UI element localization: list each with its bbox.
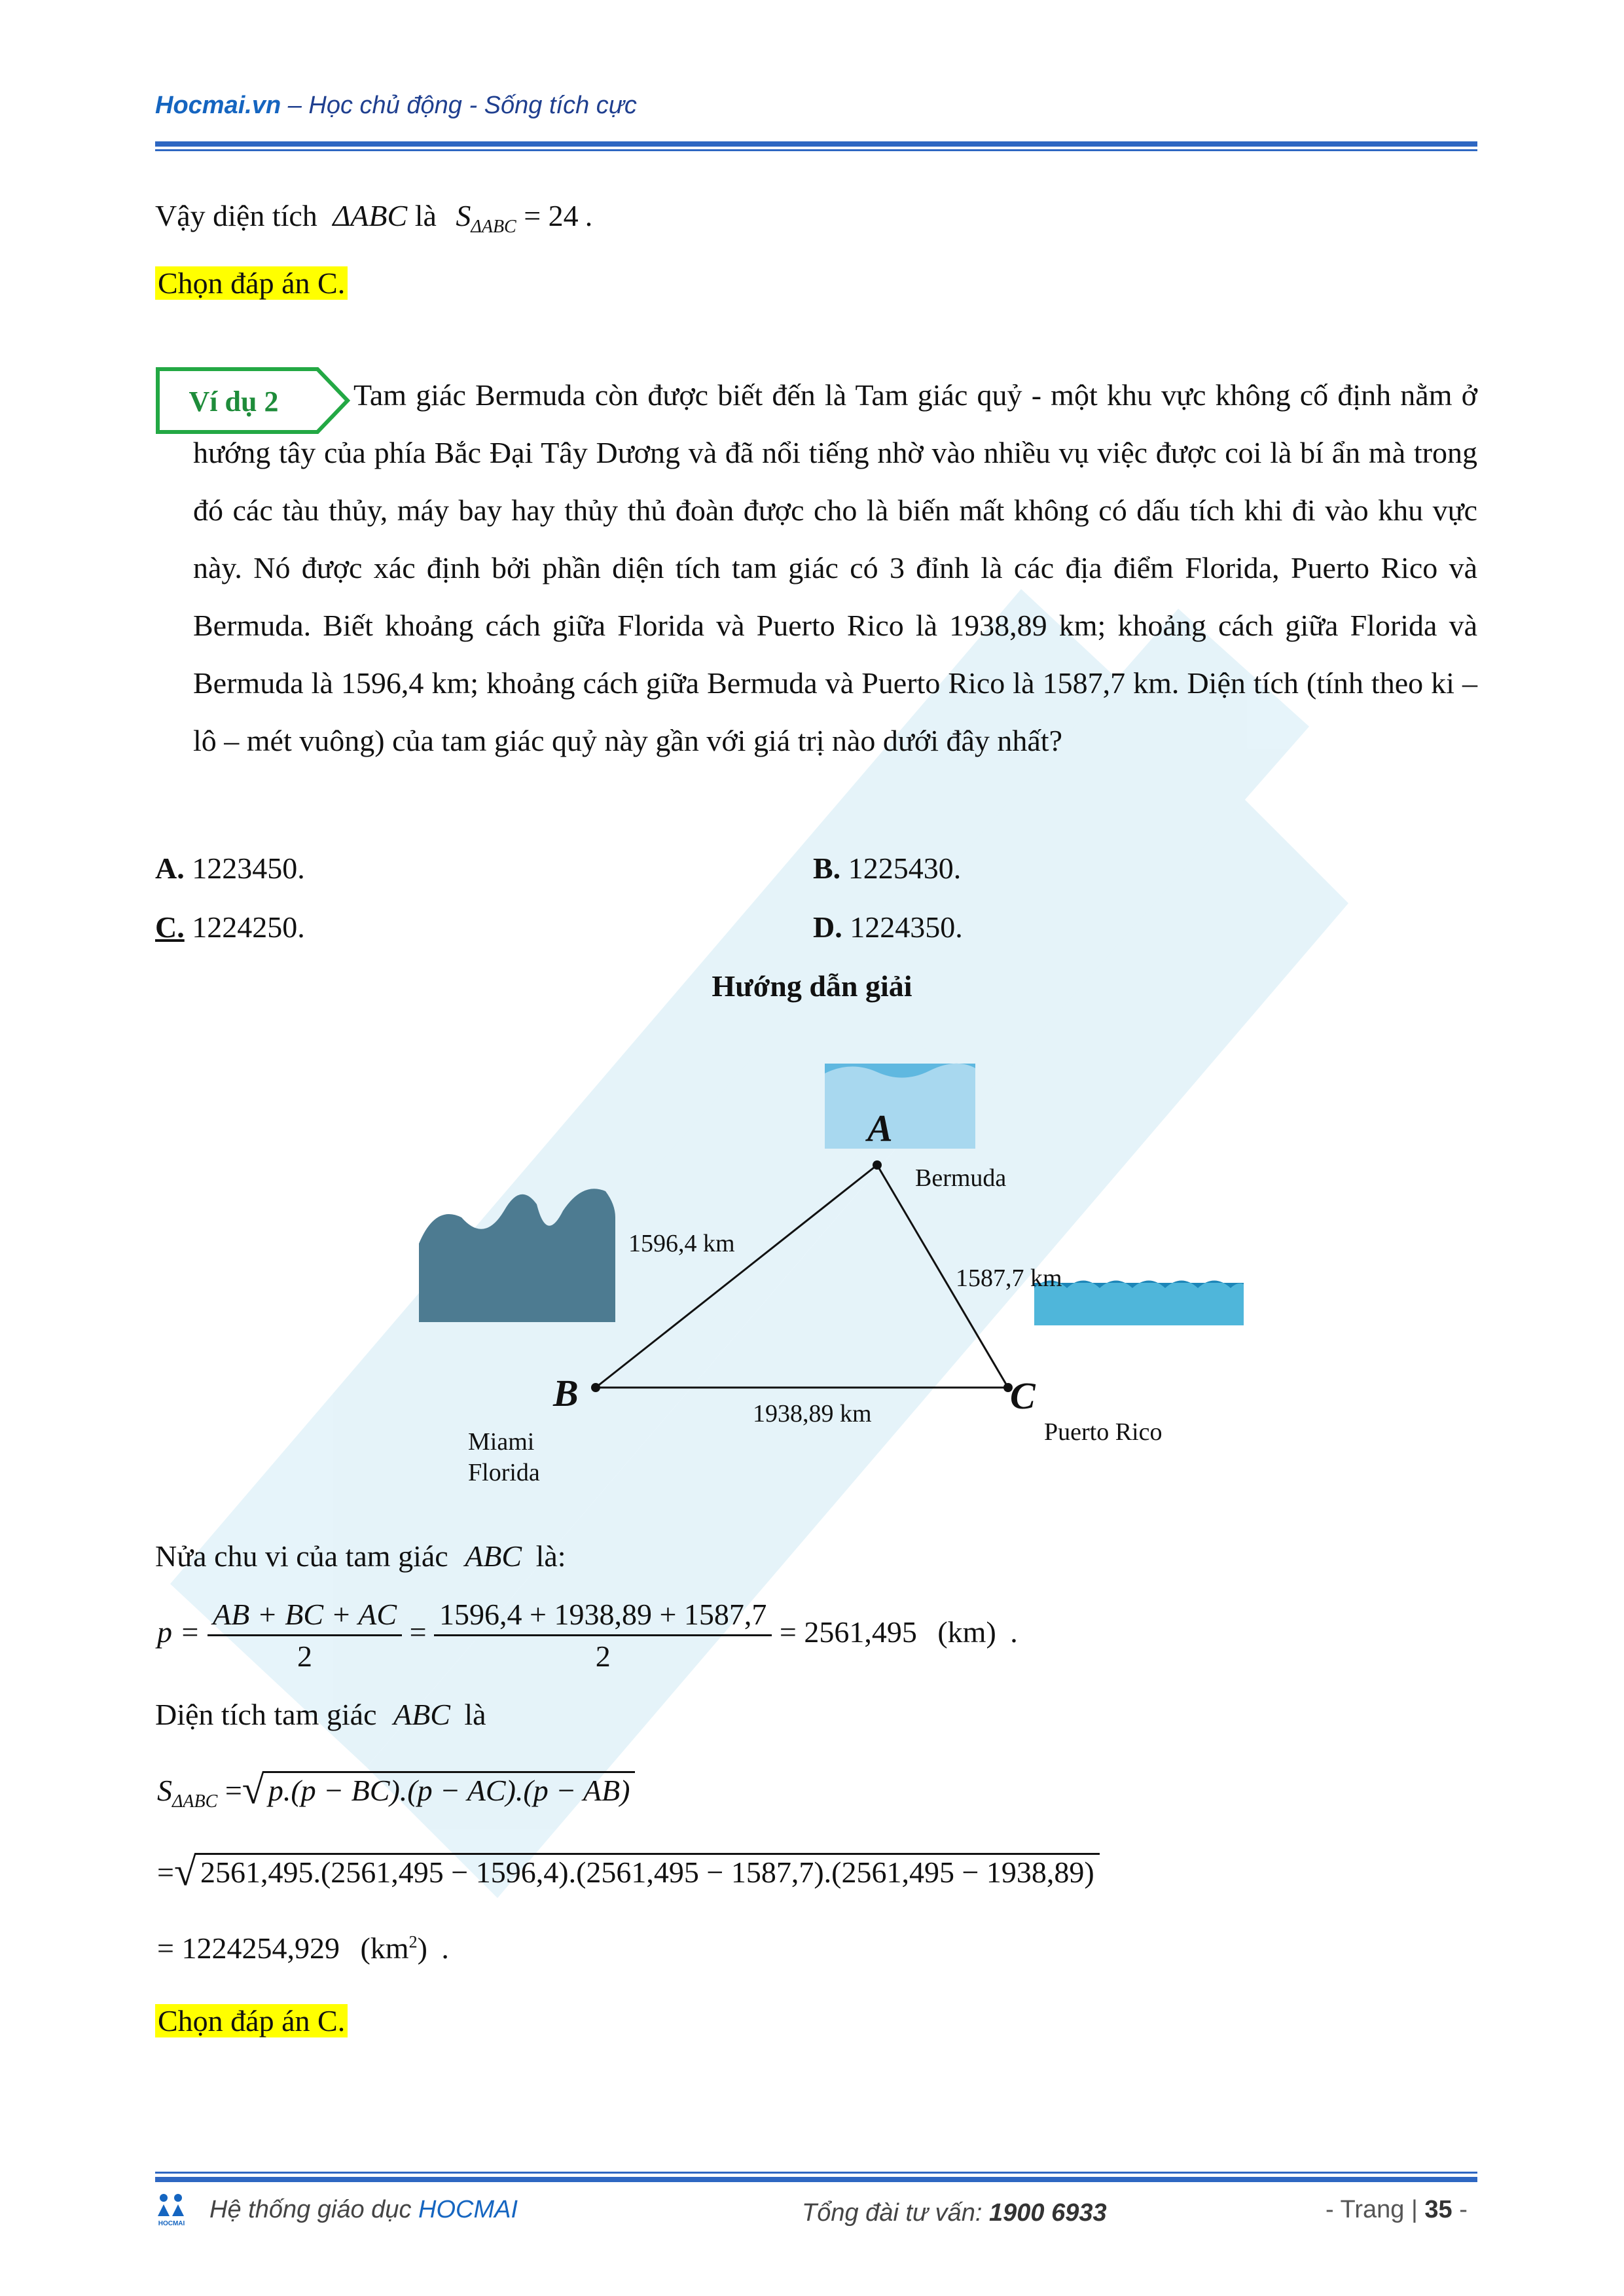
footer-system-text: Hệ thống giáo dục bbox=[209, 2196, 419, 2223]
prev-area-value: = 24 bbox=[524, 199, 579, 232]
option-a[interactable] bbox=[155, 851, 305, 886]
s-result: = 1224254,929 bbox=[157, 1931, 340, 1965]
solution-answer-text: Chọn đáp án C. bbox=[155, 2004, 348, 2037]
label-bermuda: Bermuda bbox=[915, 1164, 1007, 1192]
area-text: Diện tích tam giác bbox=[155, 1698, 377, 1731]
florida-land-image bbox=[419, 1189, 615, 1322]
footer-rule-thin bbox=[155, 2172, 1477, 2174]
header-brand-name: Hocmai.vn bbox=[155, 92, 281, 119]
example-problem bbox=[193, 367, 1477, 770]
p-lhs: p = bbox=[157, 1615, 200, 1649]
option-d-value: 1224350. bbox=[850, 910, 963, 944]
option-c-letter: C. bbox=[155, 910, 185, 944]
example-badge-label: Ví dụ 2 bbox=[189, 386, 279, 418]
vertex-b bbox=[591, 1383, 600, 1392]
example-body: nằm ở hướng tây của phía Bắc Đại Tây Dương và đã nổi tiếng nhờ vào nhiều vụ việc được coi là bí ẩn mà trong đó các tàu thủy, máy bay hay thủy thủ đoàn được cho là biến mất không có dấu tích khi đi vào khu vực này. Nó được xác định bởi phần diện tích tam giác có 3 đỉnh là các địa điểm Florida, Puerto Rico và Bermuda. Biết khoảng cách giữa Florida và Puerto Rico là 1938,89 km; khoảng cách giữa Florida và Bermuda là 1596,4 km; khoảng cách giữa Bermuda và Puerto Rico là 1587,7 km. Diện tích (tính theo ki – lô – mét vuông) của tam giác quỷ này gần với giá trị nào dưới đây nhất? bbox=[193, 378, 1477, 757]
example-first-line: Tam giác Bermuda còn được biết đến là Tam giác quỷ - một khu vực không cố định bbox=[353, 378, 1392, 412]
prev-area-line bbox=[155, 198, 592, 238]
option-b[interactable] bbox=[813, 851, 961, 886]
puerto-rico-sea-image bbox=[1034, 1283, 1244, 1325]
footer-page bbox=[1326, 2196, 1468, 2224]
p-den-2: 2 bbox=[595, 1640, 611, 1673]
prev-area-la: là bbox=[414, 199, 437, 232]
s-lhs: S bbox=[157, 1774, 172, 1807]
label-ac: 1587,7 km bbox=[956, 1265, 1062, 1292]
option-c[interactable] bbox=[155, 910, 305, 944]
footer-page-number: 35 bbox=[1424, 2196, 1453, 2223]
vertex-a bbox=[873, 1160, 882, 1170]
label-florida: Florida bbox=[468, 1459, 540, 1486]
prev-area-text: Vậy diện tích bbox=[155, 199, 317, 232]
sqrt-icon-2: √ bbox=[173, 1850, 196, 1894]
p-fraction-1 bbox=[208, 1597, 402, 1674]
solution-answer bbox=[155, 2003, 348, 2039]
s-numeric: 2561,495.(2561,495 − 1596,4).(2561,495 − 1587,7).(2561,495 − 1938,89) bbox=[195, 1853, 1100, 1890]
s-unit: (km bbox=[360, 1931, 409, 1965]
option-b-letter: B. bbox=[813, 852, 841, 885]
p-result: = 2561,495 bbox=[779, 1615, 917, 1649]
s-eq: = bbox=[225, 1774, 242, 1807]
heron-formula bbox=[157, 1767, 635, 1814]
half-perimeter-tri: ABC bbox=[465, 1539, 522, 1573]
hocmai-logo-icon bbox=[155, 2191, 188, 2228]
s-unit-close: ) bbox=[417, 1931, 427, 1965]
footer-page-suffix: - bbox=[1452, 2196, 1468, 2223]
footer-rule bbox=[155, 2177, 1477, 2182]
prev-area-sub: ΔABC bbox=[471, 217, 516, 238]
p-num-2: 1596,4 + 1938,89 + 1587,7 bbox=[434, 1597, 772, 1636]
sqrt-icon: √ bbox=[242, 1768, 264, 1812]
prev-area-s: S bbox=[456, 199, 471, 232]
half-perimeter-formula bbox=[157, 1597, 1018, 1674]
header-rule bbox=[155, 141, 1477, 147]
footer-hotline-number[interactable]: 1900 6933 bbox=[989, 2199, 1107, 2227]
footer-hotline bbox=[802, 2199, 1107, 2227]
p-unit: (km) bbox=[937, 1615, 996, 1649]
option-d-letter: D. bbox=[813, 910, 842, 944]
option-a-letter: A. bbox=[155, 852, 185, 885]
prev-answer bbox=[155, 265, 348, 301]
bermuda-triangle-figure bbox=[406, 1047, 1257, 1518]
half-perimeter-text: Nửa chu vi của tam giác bbox=[155, 1539, 448, 1573]
option-c-value: 1224250. bbox=[192, 910, 305, 944]
s-formula: p.(p − BC).(p − AC).(p − AB) bbox=[263, 1771, 636, 1808]
p-fraction-2 bbox=[434, 1597, 772, 1674]
p-den-1: 2 bbox=[297, 1640, 313, 1673]
area-la: là bbox=[464, 1698, 486, 1731]
option-d[interactable] bbox=[813, 910, 963, 944]
label-c: C bbox=[1010, 1374, 1036, 1417]
half-perimeter-label bbox=[155, 1538, 566, 1574]
footer-system bbox=[209, 2196, 518, 2224]
label-puerto-rico: Puerto Rico bbox=[1044, 1418, 1163, 1446]
label-b: B bbox=[553, 1372, 579, 1414]
prev-area-end: . bbox=[585, 199, 593, 232]
label-a: A bbox=[867, 1107, 893, 1149]
s-unit-sup: 2 bbox=[408, 1932, 418, 1952]
solution-title: Hướng dẫn giải bbox=[712, 969, 912, 1003]
side-ab bbox=[596, 1165, 877, 1388]
footer-page-prefix: - Trang | bbox=[1326, 2196, 1425, 2223]
label-miami: Miami bbox=[468, 1428, 535, 1456]
footer-brand: HOCMAI bbox=[418, 2196, 518, 2223]
label-bc: 1938,89 km bbox=[753, 1400, 872, 1427]
area-label bbox=[155, 1696, 486, 1732]
footer-hotline-label: Tổng đài tư vấn: bbox=[802, 2199, 990, 2227]
prev-answer-text: Chọn đáp án C. bbox=[155, 266, 348, 300]
hocmai-logo-text: HOCMAI bbox=[158, 2220, 185, 2227]
p-eq: = bbox=[409, 1615, 427, 1649]
s-sub: ΔABC bbox=[172, 1791, 218, 1812]
area-tri: ABC bbox=[393, 1698, 450, 1731]
area-result bbox=[157, 1931, 449, 1965]
prev-area-triangle: ΔABC bbox=[333, 199, 408, 232]
option-b-value: 1225430. bbox=[848, 852, 962, 885]
header-rule-thin bbox=[155, 149, 1477, 151]
s-end: . bbox=[441, 1931, 449, 1965]
half-perimeter-la: là: bbox=[535, 1539, 566, 1573]
header-brand bbox=[155, 92, 637, 120]
heron-numeric bbox=[157, 1849, 1100, 1895]
p-end: . bbox=[1010, 1615, 1018, 1649]
p-num-1: AB + BC + AC bbox=[208, 1597, 402, 1636]
header-slogan: – Học chủ động - Sống tích cực bbox=[281, 92, 637, 119]
label-ab: 1596,4 km bbox=[628, 1230, 735, 1257]
s-eq2: = bbox=[157, 1856, 174, 1889]
option-a-value: 1223450. bbox=[192, 852, 305, 885]
